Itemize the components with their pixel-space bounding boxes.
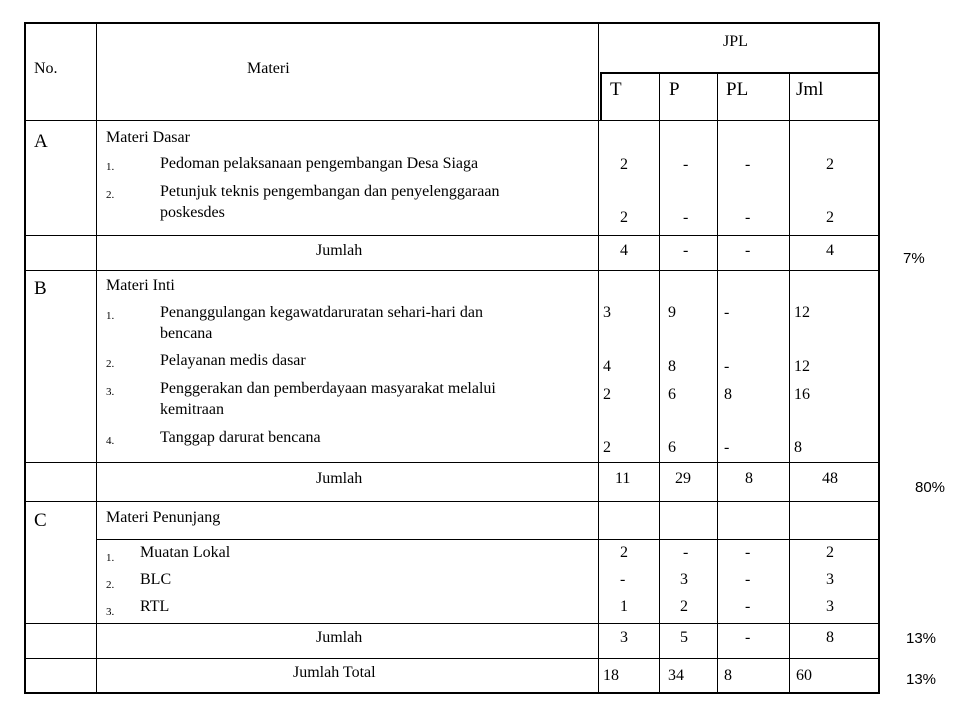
header-materi: Materi <box>247 60 290 77</box>
item-number: 1. <box>106 310 115 322</box>
cell-jml: 16 <box>794 386 810 403</box>
jumlah-t: 11 <box>615 470 631 487</box>
section-c-letter: C <box>34 510 47 531</box>
cell-t: 4 <box>603 358 611 375</box>
row-divider <box>26 623 878 624</box>
cell-p: 6 <box>668 439 676 456</box>
percentage-c: 13% <box>906 630 937 647</box>
jumlah-t: 4 <box>620 242 628 259</box>
total-jml: 60 <box>796 667 812 684</box>
row-divider <box>96 539 878 540</box>
row-divider <box>26 120 878 121</box>
cell-t: - <box>620 571 626 588</box>
cell-pl: - <box>745 598 751 615</box>
total-t: 18 <box>603 667 619 684</box>
cell-p: 3 <box>680 571 688 588</box>
section-b-letter: B <box>34 278 47 299</box>
col-divider <box>789 72 790 692</box>
cell-jml: 8 <box>794 439 802 456</box>
cell-pl: - <box>724 304 730 321</box>
percentage-total: 13% <box>906 671 937 688</box>
col-divider <box>96 24 97 692</box>
item-label: Petunjuk teknis pengembangan dan penyelenggaraan <box>160 183 500 200</box>
item-number: 3. <box>106 386 115 398</box>
item-label: Pelayanan medis dasar <box>160 352 306 369</box>
col-divider <box>659 72 660 692</box>
row-divider <box>26 462 878 463</box>
col-divider <box>717 72 718 692</box>
total-pl: 8 <box>724 667 732 684</box>
cell-t: 2 <box>603 439 611 456</box>
cell-pl: - <box>724 358 730 375</box>
jumlah-jml: 4 <box>826 242 834 259</box>
cell-jml: 2 <box>826 544 834 561</box>
jumlah-jml: 8 <box>826 629 834 646</box>
jpl-subheader-left <box>600 72 602 120</box>
cell-pl: - <box>745 544 751 561</box>
item-number: 2. <box>106 579 115 591</box>
item-label-cont: kemitraan <box>160 401 224 418</box>
header-pl: PL <box>726 79 749 100</box>
jumlah-p: 29 <box>675 470 691 487</box>
item-label: Muatan Lokal <box>140 544 231 561</box>
jumlah-pl: - <box>745 242 751 259</box>
jumlah-pl: - <box>745 629 751 646</box>
percentage-b: 80% <box>915 479 946 496</box>
cell-p: - <box>683 544 689 561</box>
item-label: Penggerakan dan pemberdayaan masyarakat melalui <box>160 380 496 397</box>
section-a-letter: A <box>34 131 48 152</box>
cell-t: 2 <box>620 209 628 226</box>
item-label: BLC <box>140 571 172 588</box>
cell-pl: - <box>745 156 751 173</box>
item-label-cont: poskesdes <box>160 204 225 221</box>
jumlah-label: Jumlah <box>316 470 363 487</box>
jumlah-pl: 8 <box>745 470 753 487</box>
item-number: 4. <box>106 435 115 447</box>
header-jml: Jml <box>796 79 824 100</box>
cell-jml: 3 <box>826 598 834 615</box>
jumlah-label: Jumlah <box>316 242 363 259</box>
cell-t: 2 <box>620 156 628 173</box>
cell-p: 9 <box>668 304 676 321</box>
cell-pl: 8 <box>724 386 732 403</box>
cell-t: 3 <box>603 304 611 321</box>
section-a-title: Materi Dasar <box>106 129 190 146</box>
row-divider <box>26 658 878 659</box>
item-number: 1. <box>106 161 115 173</box>
section-c-title: Materi Penunjang <box>106 509 221 526</box>
jpl-table <box>24 22 880 694</box>
cell-jml: 3 <box>826 571 834 588</box>
section-b-title: Materi Inti <box>106 277 175 294</box>
item-label: Penanggulangan kegawatdaruratan sehari-hari dan <box>160 304 483 321</box>
jumlah-t: 3 <box>620 629 628 646</box>
cell-jml: 2 <box>826 156 834 173</box>
item-label-cont: bencana <box>160 325 213 342</box>
item-label: Pedoman pelaksanaan pengembangan Desa Siaga <box>160 155 479 172</box>
cell-p: - <box>683 156 689 173</box>
cell-p: - <box>683 209 689 226</box>
item-number: 2. <box>106 358 115 370</box>
percentage-a: 7% <box>903 250 925 267</box>
cell-pl: - <box>724 439 730 456</box>
jpl-subheader-top <box>600 72 878 74</box>
total-label: Jumlah Total <box>293 664 376 681</box>
header-no: No. <box>34 60 58 77</box>
cell-pl: - <box>745 571 751 588</box>
jumlah-p: 5 <box>680 629 688 646</box>
row-divider <box>26 501 878 502</box>
jumlah-label: Jumlah <box>316 629 363 646</box>
cell-p: 2 <box>680 598 688 615</box>
col-divider <box>598 24 599 692</box>
row-divider <box>26 235 878 236</box>
jumlah-p: - <box>683 242 689 259</box>
cell-t: 1 <box>620 598 628 615</box>
cell-t: 2 <box>603 386 611 403</box>
header-t: T <box>610 79 622 100</box>
cell-jml: 12 <box>794 358 810 375</box>
cell-jml: 12 <box>794 304 810 321</box>
cell-p: 6 <box>668 386 676 403</box>
total-p: 34 <box>668 667 684 684</box>
item-number: 2. <box>106 189 115 201</box>
item-number: 1. <box>106 552 115 564</box>
item-label: Tanggap darurat bencana <box>160 429 321 446</box>
cell-p: 8 <box>668 358 676 375</box>
cell-t: 2 <box>620 544 628 561</box>
cell-pl: - <box>745 209 751 226</box>
header-p: P <box>669 79 680 100</box>
cell-jml: 2 <box>826 209 834 226</box>
item-number: 3. <box>106 606 115 618</box>
item-label: RTL <box>140 598 170 615</box>
row-divider <box>26 270 878 271</box>
jumlah-jml: 48 <box>822 470 838 487</box>
header-jpl: JPL <box>723 33 748 50</box>
